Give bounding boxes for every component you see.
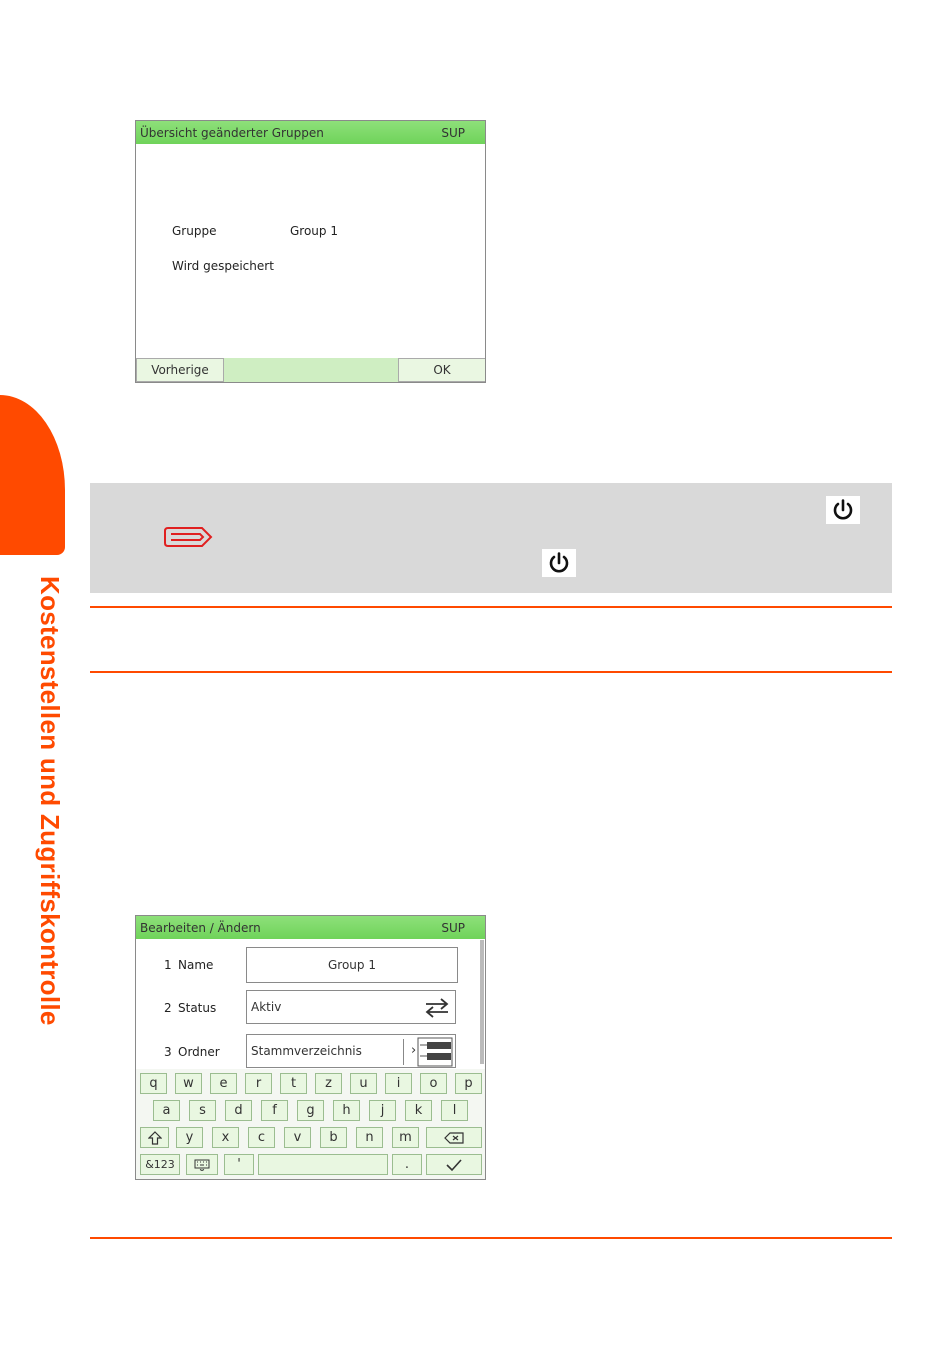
key-k[interactable]: k — [405, 1100, 432, 1121]
role-badge: SUP — [441, 920, 465, 935]
folder-field[interactable] — [246, 1034, 456, 1068]
field-label: Ordner — [178, 1045, 220, 1059]
status-toggle[interactable] — [246, 990, 456, 1024]
paperclip-icon — [162, 526, 214, 548]
screen-header — [136, 121, 485, 144]
chapter-title: Kostenstellen und Zugriffskontrolle — [35, 576, 65, 1026]
key-u[interactable]: u — [350, 1073, 377, 1094]
field-label: Name — [178, 958, 214, 972]
key-z[interactable]: z — [315, 1073, 342, 1094]
key-i[interactable]: i — [385, 1073, 412, 1094]
group-value: Group 1 — [290, 224, 338, 238]
period-key[interactable]: . — [392, 1154, 422, 1175]
divider-line — [90, 671, 892, 673]
field-label: Status — [178, 1001, 217, 1015]
key-s[interactable]: s — [189, 1100, 216, 1121]
shift-icon — [148, 1131, 162, 1145]
key-n[interactable]: n — [356, 1127, 383, 1148]
saving-label: Wird gespeichert — [172, 259, 274, 273]
ok-button[interactable]: OK — [398, 358, 486, 382]
key-b[interactable]: b — [320, 1127, 347, 1148]
key-x[interactable]: x — [212, 1127, 239, 1148]
screen-title: Übersicht geänderter Gruppen — [140, 125, 324, 140]
key-g[interactable]: g — [297, 1100, 324, 1121]
key-m[interactable]: m — [392, 1127, 419, 1148]
backspace-icon — [444, 1132, 464, 1144]
shift-key[interactable] — [140, 1127, 169, 1148]
edit-screen — [135, 915, 486, 1180]
key-o[interactable]: o — [420, 1073, 447, 1094]
key-p[interactable]: p — [455, 1073, 482, 1094]
key-l[interactable]: l — [441, 1100, 468, 1121]
scrollbar[interactable] — [480, 940, 484, 1064]
name-value: Group 1 — [328, 958, 376, 972]
separator — [403, 1039, 404, 1065]
key-d[interactable]: d — [225, 1100, 252, 1121]
folder-tree-icon — [417, 1037, 453, 1067]
softkey-bar — [136, 358, 485, 382]
backspace-key[interactable] — [426, 1127, 482, 1148]
summary-screen — [135, 120, 486, 383]
note-box — [90, 483, 892, 593]
key-y[interactable]: y — [176, 1127, 203, 1148]
key-w[interactable]: w — [175, 1073, 202, 1094]
chapter-tab — [0, 395, 65, 555]
confirm-key[interactable] — [426, 1154, 482, 1175]
key-j[interactable]: j — [369, 1100, 396, 1121]
screen-header — [136, 916, 485, 939]
field-number: 2 — [164, 1001, 172, 1015]
swap-arrows-icon — [423, 997, 451, 1019]
key-h[interactable]: h — [333, 1100, 360, 1121]
group-label: Gruppe — [172, 224, 217, 238]
key-t[interactable]: t — [280, 1073, 307, 1094]
key-f[interactable]: f — [261, 1100, 288, 1121]
symbols-key[interactable]: &123 — [140, 1154, 180, 1175]
key-v[interactable]: v — [284, 1127, 311, 1148]
previous-button[interactable]: Vorherige — [136, 358, 224, 382]
chevron-right-icon: › — [411, 1043, 417, 1058]
key-a[interactable]: a — [153, 1100, 180, 1121]
divider-line — [90, 606, 892, 608]
power-icon — [826, 496, 860, 524]
key-r[interactable]: r — [245, 1073, 272, 1094]
role-badge: SUP — [441, 125, 465, 140]
folder-value: Stammverzeichnis — [251, 1044, 362, 1058]
status-value: Aktiv — [251, 1000, 282, 1014]
field-number: 3 — [164, 1045, 172, 1059]
key-e[interactable]: e — [210, 1073, 237, 1094]
field-number: 1 — [164, 958, 172, 972]
keyboard-icon — [194, 1159, 210, 1171]
onscreen-keyboard — [136, 1069, 485, 1179]
checkmark-icon — [445, 1158, 463, 1172]
divider-line — [90, 1237, 892, 1239]
name-field[interactable] — [246, 947, 458, 983]
screen-title: Bearbeiten / Ändern — [140, 920, 261, 935]
keyboard-key[interactable] — [186, 1154, 218, 1175]
apostrophe-key[interactable]: ' — [224, 1154, 254, 1175]
space-key[interactable] — [258, 1154, 388, 1175]
power-icon — [542, 549, 576, 577]
key-q[interactable]: q — [140, 1073, 167, 1094]
key-c[interactable]: c — [248, 1127, 275, 1148]
